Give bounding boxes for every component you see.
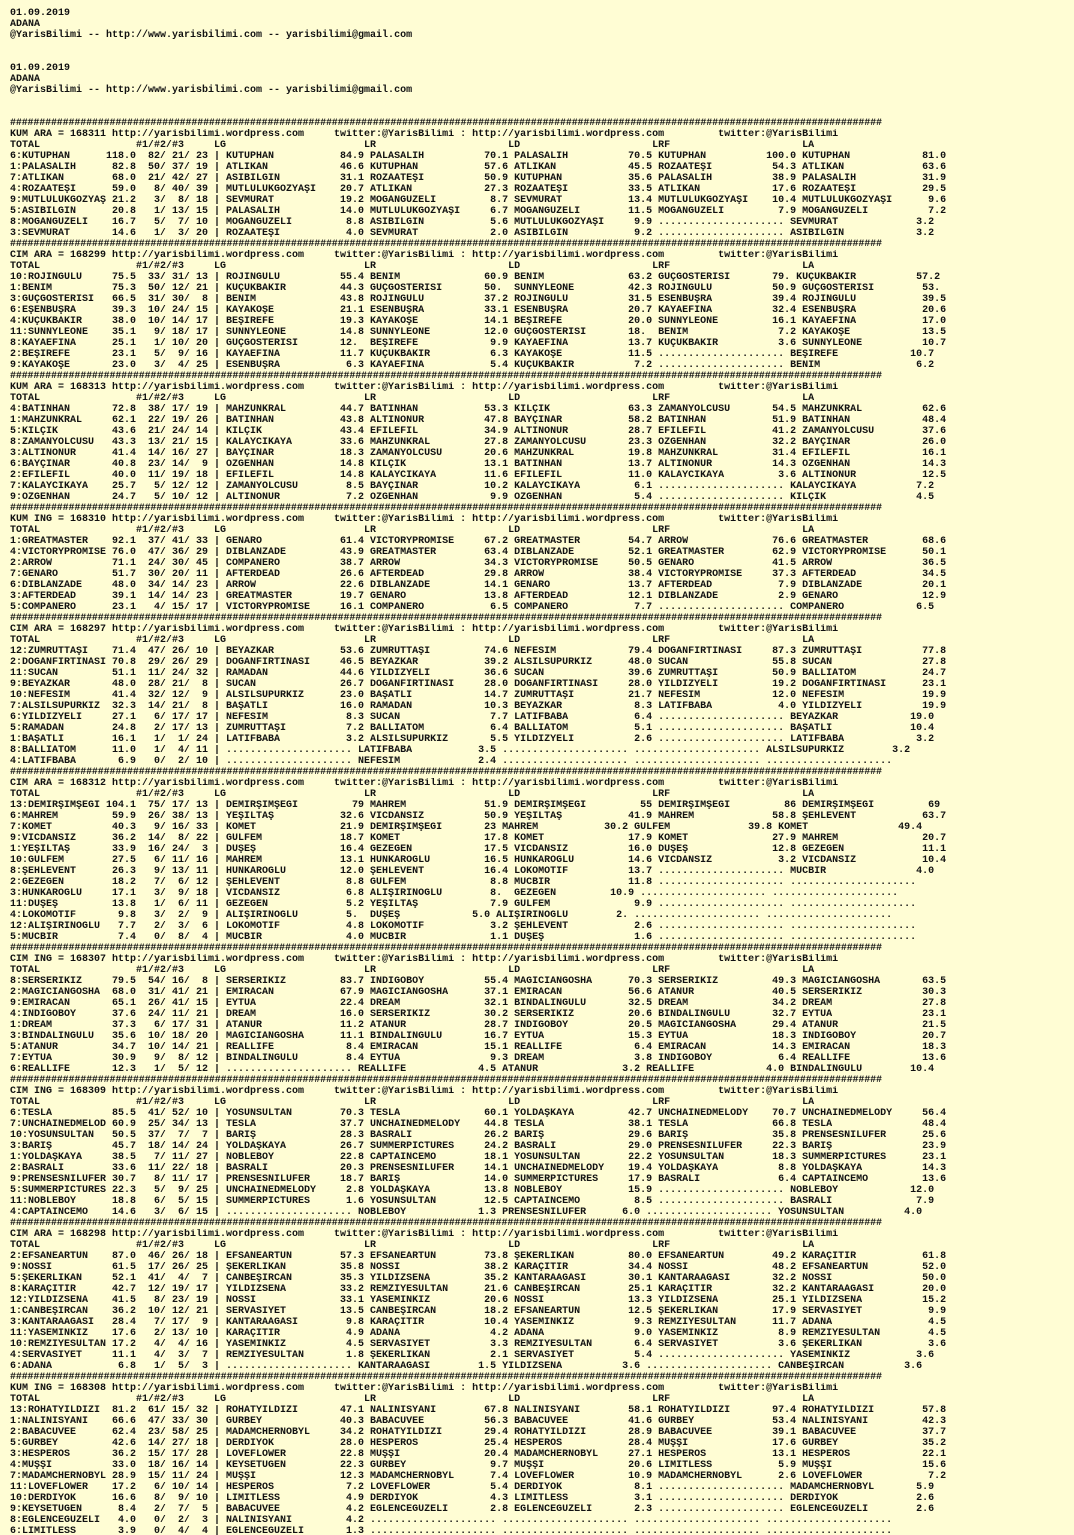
column-header-row: TOTAL #1/#2/#3 LG LR LD LRF LA [10,140,815,151]
result-row: 8:SERSERİKIZ 79.5 54/ 16/ 8 | SERSERİKIZ 83.7 INDIGOBOY 55.4 MAGICIANGOSHA 70.3 SERSERİKIZ 49.3 MAGICIANGOSHA 63.5 [10,976,947,987]
header-contact: @YarisBilimi -- http://www.yarisbilimi.com -- yarisbilimi@gmail.com [10,30,413,41]
result-row: 4:CAPTAINCEMO 14.6 3/ 6/ 15 | ..................... NOBLEBOY 1.3 PRENSESNİLÜFER 6.0 ..................... YOSUNSULTAN 4.0 [10,1207,923,1218]
column-header-row: TOTAL #1/#2/#3 LG LR LD LRF LA [10,1240,815,1251]
race-title-row: KUM ING = 168308 http://yarisbilimi.wordpress.com twitter:@YarisBilimi : http://yarisbilimi.wordpress.com twitter:@YarisBilimi [10,1383,839,1394]
result-row: 9:EMİRACAN 65.1 26/ 41/ 15 | EYTUA 22.4 DREAM 32.1 BİNDALINGÜLÜ 32.5 DREAM 34.2 DREAM 27.8 [10,998,947,1009]
race-title-row: CIM ING = 168307 http://yarisbilimi.wordpress.com twitter:@YarisBilimi : http://yarisbilimi.wordpress.com twitter:@YarisBilimi [10,954,839,965]
separator-line: ##################################################################################################################################################### [10,118,882,129]
result-row: 4:MUŞŞI 33.0 18/ 16/ 14 | KEYSETUGEN 22.3 GURBEY 9.7 MUŞŞI 20.6 LIMITLESS 5.9 MUŞŞI 15.6 [10,1460,947,1471]
column-header-row: TOTAL #1/#2/#3 LG LR LD LRF LA [10,635,815,646]
result-row: 1:CANBEŞİRCAN 36.2 10/ 12/ 21 | SERVASİYET 13.5 CANBEŞİRCAN 18.2 EFSANEARTUN 12.5 ŞEKERLİKAN 17.9 SERVASİYET 9.9 [10,1306,947,1317]
header-block-1 [10,8,1074,41]
result-row: 5:ŞEKERLİKAN 52.1 41/ 4/ 7 | CANBEŞİRCAN 35.3 YILDIZSENA 35.2 KANTARAAGASI 30.1 KANTARAAGASI 32.2 NOSSI 50.0 [10,1273,947,1284]
result-row: 1:BENİM 75.3 50/ 12/ 21 | KUÇUKBAKIR 44.3 GÜÇGÖSTERİSİ 50. SUNNYLEONE 42.3 ROJINGÜLÜ 50.9 GÜÇGÖSTERİSİ 53. [10,283,941,294]
result-row: 1:DREAM 37.3 6/ 17/ 31 | ATANUR 11.2 ATANUR 28.7 INDIGOBOY 20.5 MAGICIANGOSHA 29.4 ATANUR 21.5 [10,1020,947,1031]
result-row: 5:MUCBİR 7.4 0/ 8/ 4 | MUCBİR 4.0 MUCBİR 1.1 DÜŞEŞ 1.6 ..................... ..................... [10,932,917,943]
race-title-row: KUM ING = 168310 http://yarisbilimi.wordpress.com twitter:@YarisBilimi : http://yarisbilimi.wordpress.com twitter:@YarisBilimi [10,514,839,525]
spacer [10,96,1074,107]
separator-line: ##################################################################################################################################################### [10,1075,882,1086]
race-title-row: KUM ARA = 168311 http://yarisbilimi.wordpress.com twitter:@YarisBilimi : http://yarisbilimi.wordpress.com twitter:@YarisBilimi [10,129,839,140]
result-row: 11:DÜŞEŞ 13.8 1/ 6/ 11 | GEZEGEN 5.2 YEŞİLTAŞ 7.9 GÜLFEM 9.9 ..................... ..................... [10,899,917,910]
result-row: 10:ROJINGÜLÜ 75.5 33/ 31/ 13 | ROJINGÜLÜ 55.4 BENİM 60.9 BENİM 63.2 GÜÇGÖSTERİSİ 79. KUÇUKBAKIR 57.2 [10,272,941,283]
result-row: 6:DİBLANZADE 48.0 34/ 14/ 23 | ARROW 22.6 DİBLANZADE 14.1 GENARO 13.7 AFTERDEAD 7.9 DİBLANZADE 20.1 [10,580,947,591]
result-row: 2:ARROW 71.1 24/ 30/ 45 | COMPANERO 38.7 ARROW 34.3 VICTORYPROMISE 50.5 GENARO 41.5 ARROW 36.5 [10,558,947,569]
result-row: 10:DERDİYOK 16.6 8/ 9/ 10 | LIMITLESS 4.9 DERDİYOK 4.3 LIMITLESS 3.1 ..................... DERDİYOK 2.6 [10,1493,935,1504]
header-block-2 [10,63,1074,96]
result-row: 9:KEYSETUGEN 8.4 2/ 7/ 5 | BABACUVEE 4.2 EGLENCEGÜZELİ 2.8 EGLENCEGÜZELİ 2.3 ..................... EGLENCEGÜZELİ 2.6 [10,1504,935,1515]
column-header-row: TOTAL #1/#2/#3 LG LR LD LRF LA [10,965,815,976]
result-row: 2:BASRALI 33.6 11/ 22/ 18 | BASRALI 20.3 PRENSESNİLÜFER 14.1 UNCHAINEDMELODY 19.4 YOLDAŞKAYA 8.8 YOLDAŞKAYA 14.3 [10,1163,947,1174]
result-row: 6:LIMITLESS 3.9 0/ 4/ 4 | EGLENCEGÜZELİ 1.3 ..................... ..................... ..................... ..................... [10,1526,893,1535]
result-row: 4:INDIGOBOY 37.6 24/ 11/ 21 | DREAM 16.0 SERSERİKIZ 30.2 SERSERİKIZ 20.6 BİNDALINGÜLÜ 32.7 EYTUA 23.1 [10,1009,947,1020]
result-row: 5:SUMMERPICTURES 22.3 5/ 9/ 25 | UNCHAINEDMELODY 2.8 YOLDAŞKAYA 13.8 NOBLEBOY 15.9 ..................... NOBLEBOY 12.0 [10,1185,935,1196]
result-row: 3:GÜÇGÖSTERİSİ 66.5 31/ 30/ 8 | BENİM 43.8 ROJINGÜLÜ 37.2 ROJINGÜLÜ 31.5 ESENBUŞRA 39.4 ROJINGÜLÜ 39.5 [10,294,947,305]
result-row: 1:BAŞATLI 16.1 1/ 1/ 24 | LATİFBABA 3.2 ALSILSUPÜRKIZ 5.5 YILDIZYELİ 2.6 ..................... LATİFBABA 3.2 [10,734,935,745]
result-row: 7:EYTUA 30.9 9/ 8/ 12 | BİNDALINGÜLÜ 8.4 EYTUA 9.3 DREAM 3.8 INDIGOBOY 6.4 REALLIFE 13.6 [10,1053,947,1064]
result-row: 11:SUNNYLEONE 35.1 9/ 18/ 17 | SUNNYLEONE 14.8 SUNNYLEONE 12.0 GÜÇGÖSTERİSİ 18. BENİM 7.2 KAYAKÖŞE 13.5 [10,327,947,338]
result-row: 3:HESPEROS 36.2 15/ 17/ 28 | LOVEFLOWER 22.8 MUŞŞI 20.4 MADAMCHERNOBYL 27.1 HESPEROS 13.1 HESPEROS 22.1 [10,1449,947,1460]
column-header-row: TOTAL #1/#2/#3 LG LR LD LRF LA [10,393,815,404]
result-row: 11:NOBLEBOY 18.8 6/ 5/ 15 | SUMMERPICTURES 1.6 YOSUNSULTAN 12.5 CAPTAINCEMO 8.5 ..................... BASRALI 7.9 [10,1196,935,1207]
result-row: 1:PALASALİH 82.8 50/ 37/ 19 | ATLIKAN 46.6 KUTUPHAN 57.6 ATLIKAN 45.5 ROZAATEŞİ 54.3 ATLIKAN 63.6 [10,162,947,173]
race-title-row: CIM ARA = 168312 http://yarisbilimi.wordpress.com twitter:@YarisBilimi : http://yarisbilimi.wordpress.com twitter:@YarisBilimi [10,778,839,789]
result-row: 8:MOGANGÜZELİ 16.7 5/ 7/ 10 | MOGANGÜZELİ 8.8 ASİBİLGİN 5.6 MUTLULUKGÖZYAŞI 9.9 ..................... SEVMURAT 3.2 [10,217,935,228]
result-row: 1:GREATMASTER 92.1 37/ 41/ 33 | GENARO 61.4 VICTORYPROMISE 67.2 GREATMASTER 54.7 ARROW 76.6 GREATMASTER 68.6 [10,536,947,547]
result-row: 7:ALSILSUPÜRKIZ 32.3 14/ 21/ 8 | BAŞATLI 16.0 RAMADAN 10.3 BEYAZKAR 8.3 LATİFBABA 4.0 YILDIZYELİ 19.9 [10,701,947,712]
race-title-row: CIM ARA = 168299 http://yarisbilimi.wordpress.com twitter:@YarisBilimi : http://yarisbilimi.wordpress.com twitter:@YarisBilimi [10,250,839,261]
result-row: 13:DEMİRŞİMŞEĞİ 104.1 75/ 17/ 13 | DEMİRŞİMŞEĞİ 79 MAHREM 51.9 DEMİRŞİMŞEĞİ 55 DEMİRŞİMŞEĞİ 86 DEMİRŞİMŞEĞİ 69 [10,800,941,811]
result-row: 9:NOSSI 61.5 17/ 26/ 25 | ŞEKERLİKAN 35.8 NOSSI 38.2 KARAÇITIR 34.4 NOSSI 48.2 EFSANEARTUN 52.0 [10,1262,947,1273]
race-title-row: CIM ARA = 168298 http://yarisbilimi.wordpress.com twitter:@YarisBilimi : http://yarisbilimi.wordpress.com twitter:@YarisBilimi [10,1229,839,1240]
column-header-row: TOTAL #1/#2/#3 LG LR LD LRF LA [10,1097,815,1108]
result-row: 4:VICTORYPROMISE 76.0 47/ 36/ 29 | DİBLANZADE 43.9 GREATMASTER 63.4 DİBLANZADE 52.1 GREATMASTER 62.9 VICTORYPROMISE 50.1 [10,547,947,558]
result-row: 9:BEYAZKAR 48.0 28/ 21/ 8 | SUCAN 26.7 DOĞANFIRTINASI 28.0 DOĞANFIRTINASI 28.0 YILDIZYELİ 19.2 DOĞANFIRTINASI 23.1 [10,679,947,690]
separator-line: ##################################################################################################################################################### [10,1372,882,1383]
result-row: 4:BATINHAN 72.8 38/ 17/ 19 | MAHZUNKRAL 44.7 BATINHAN 53.3 KILÇIK 63.3 ZAMANYOLCUSU 54.5 MAHZUNKRAL 62.6 [10,404,947,415]
header-date: 01.09.2019 [10,8,71,19]
result-row: 7:KOMET 40.3 9/ 16/ 33 | KOMET 21.9 DEMİRŞİMŞEĞİ 23 MAHREM 30.2 GÜLFEM 39.8 KOMET 49.4 [10,822,923,833]
result-row: 5:ATANUR 34.7 10/ 14/ 21 | REALLIFE 8.4 EMİRACAN 15.1 REALLIFE 6.4 EMİRACAN 14.3 EMİRACAN 18.3 [10,1042,947,1053]
result-row: 10:REMZİYESULTAN 17.2 4/ 4/ 16 | YASEMİNKIZ 4.5 SERVASİYET 3.3 REMZİYESULTAN 6.4 SERVASİYET 3.6 ŞEKERLİKAN 3.6 [10,1339,947,1350]
spacer [10,41,1074,52]
result-row: 9:VİCDANSIZ 36.2 14/ 8/ 22 | GÜLFEM 18.7 KOMET 17.8 KOMET 17.9 KOMET 27.9 MAHREM 20.7 [10,833,947,844]
result-row: 1:YEŞİLTAŞ 33.9 16/ 24/ 3 | DÜŞEŞ 16.4 GEZEGEN 17.5 VİCDANSIZ 16.0 DÜŞEŞ 12.8 GEZEGEN 11.1 [10,844,947,855]
result-row: 4:LATİFBABA 6.9 0/ 2/ 10 | ..................... NEFESİM 2.4 ..................... ..................... ..................... [10,756,893,767]
header-date: 01.09.2019 [10,63,71,74]
result-row: 2:GEZEGEN 18.2 7/ 6/ 12 | ŞEHLEVENT 8.8 GÜLFEM 8.8 MUCBİR 11.8 ..................... ..................... [10,877,917,888]
result-row: 2:EFİLEFİL 40.0 11/ 19/ 18 | EFİLEFİL 14.8 KALAYCIKAYA 11.6 EFİLEFİL 11.0 KALAYCIKAYA 3.6 ALTINONUR 12.5 [10,470,947,481]
result-row: 5:KILÇIK 43.6 21/ 24/ 14 | KILÇIK 43.4 EFİLEFİL 34.9 ALTINONUR 28.7 EFİLEFİL 41.2 ZAMANYOLCUSU 37.6 [10,426,947,437]
header-city: ADANA [10,74,41,85]
result-row: 6:BAYÇINAR 40.8 23/ 14/ 9 | ÖZGENHAN 14.8 KILÇIK 13.1 BATINHAN 13.7 ALTINONUR 14.3 ÖZGENHAN 14.3 [10,459,947,470]
race-title-row: KUM ARA = 168313 http://yarisbilimi.wordpress.com twitter:@YarisBilimi : http://yarisbilimi.wordpress.com twitter:@YarisBilimi [10,382,839,393]
column-header-row: TOTAL #1/#2/#3 LG LR LD LRF LA [10,789,815,800]
result-row: 5:ASİBİLGİN 20.8 1/ 13/ 15 | PALASALİH 14.0 MUTLULUKGÖZYAŞI 6.7 MOGANGÜZELİ 11.5 MOGANGÜZELİ 7.9 MOGANGÜZELİ 7.2 [10,206,947,217]
result-row: 11:YASEMİNKIZ 17.6 2/ 13/ 10 | KARAÇITIR 4.9 ADANA 4.2 ADANA 9.0 YASEMİNKIZ 8.9 REMZİYESULTAN 4.5 [10,1328,947,1339]
result-row: 3:KANTARAAGASI 28.4 7/ 17/ 9 | KANTARAAGASI 9.8 KARAÇITIR 10.4 YASEMİNKIZ 9.3 REMZİYESULTAN 11.7 ADANA 4.5 [10,1317,947,1328]
result-row: 6:KUTUPHAN 118.0 82/ 21/ 23 | KUTUPHAN 84.9 PALASALİH 70.1 PALASALİH 70.5 KUTUPHAN 100.0 KUTUPHAN 81.0 [10,151,947,162]
result-row: 11:LOVEFLOWER 17.2 6/ 10/ 14 | HESPEROS 7.2 LOVEFLOWER 5.4 DERDİYOK 8.1 ..................... MADAMCHERNOBYL 5.9 [10,1482,935,1493]
result-row: 3:BİNDALINGÜLÜ 35.6 10/ 18/ 20 | MAGICIANGOSHA 11.1 BİNDALINGÜLÜ 16.7 EYTUA 15.3 EYTUA 18.3 INDIGOBOY 20.7 [10,1031,947,1042]
result-row: 5:COMPANERO 23.1 4/ 15/ 17 | VICTORYPROMISE 16.1 COMPANERO 6.5 COMPANERO 7.7 ..................... COMPANERO 6.5 [10,602,935,613]
result-row: 3:ALTINONUR 41.4 14/ 16/ 27 | BAYÇINAR 18.3 ZAMANYOLCUSU 20.6 MAHZUNKRAL 19.8 MAHZUNKRAL 31.4 EFİLEFİL 16.1 [10,448,947,459]
result-row: 6:YILDIZYELİ 27.1 6/ 17/ 17 | NEFESİM 8.3 SUCAN 7.7 LATİFBABA 6.4 ..................... BEYAZKAR 19.0 [10,712,935,723]
result-row: 11:SUCAN 51.1 11/ 24/ 32 | RAMADAN 44.6 YILDIZYELİ 36.6 SUCAN 39.6 ZÜMRÜTTAŞI 50.9 BALLIATOM 24.7 [10,668,947,679]
result-row: 4:KUÇUKBAKIR 38.0 10/ 14/ 17 | BEŞİREFE 19.3 KAYAKÖŞE 14.1 BEŞİREFE 20.0 SUNNYLEONE 16.1 KAYAEFİNA 17.0 [10,316,947,327]
result-row: 8:KARAÇITIR 42.7 12/ 19/ 17 | YILDIZSENA 33.2 REMZİYESULTAN 21.6 CANBEŞİRCAN 25.1 KARAÇITIR 32.2 KANTARAAGASI 20.0 [10,1284,947,1295]
result-row: 2:BABACUVEE 62.4 23/ 58/ 25 | MADAMCHERNOBYL 34.2 ROHATYILDIZI 29.4 ROHATYILDIZI 28.9 BABACUVEE 39.1 BABACUVEE 37.7 [10,1427,947,1438]
separator-line: ##################################################################################################################################################### [10,1218,882,1229]
result-row: 8:KAYAEFİNA 25.1 1/ 10/ 20 | GÜÇGÖSTERİSİ 12. BEŞİREFE 9.9 KAYAEFİNA 13.7 KUÇUKBAKIR 3.6 SUNNYLEONE 10.7 [10,338,947,349]
result-row: 3:BARIŞ 45.7 18/ 14/ 24 | YOLDAŞKAYA 26.7 SUMMERPICTURES 24.2 BASRALI 29.0 PRENSESNİLÜFER 22.3 BARIŞ 23.9 [10,1141,947,1152]
separator-line: ##################################################################################################################################################### [10,613,882,624]
race-title-row: CIM ARA = 168297 http://yarisbilimi.wordpress.com twitter:@YarisBilimi : http://yarisbilimi.wordpress.com twitter:@YarisBilimi [10,624,839,635]
result-row: 4:LOKOMOTİF 9.8 3/ 2/ 9 | ALIŞIRINOĞLU 5. DÜŞEŞ 5.0 ALIŞIRINOĞLU 2. ..................... ..................... [10,910,893,921]
column-header-row: TOTAL #1/#2/#3 LG LR LD LRF LA [10,261,815,272]
race-title-row: CIM ING = 168309 http://yarisbilimi.wordpress.com twitter:@YarisBilimi : http://yarisbilimi.wordpress.com twitter:@YarisBilimi [10,1086,839,1097]
result-row: 3:AFTERDEAD 39.1 14/ 14/ 23 | GREATMASTER 19.7 GENARO 13.8 AFTERDEAD 12.1 DİBLANZADE 2.9 GENARO 12.9 [10,591,947,602]
result-row: 8:ZAMANYOLCUSU 43.3 13/ 21/ 15 | KALAYCIKAYA 33.6 MAHZUNKRAL 27.8 ZAMANYOLCUSU 23.3 ÖZGENHAN 32.2 BAYÇINAR 26.0 [10,437,947,448]
result-row: 10:NEFESİM 41.4 32/ 12/ 9 | ALSILSUPÜRKIZ 23.0 BAŞATLI 14.7 ZÜMRÜTTAŞI 21.7 NEFESİM 12.0 NEFESİM 19.9 [10,690,947,701]
result-row: 12:YILDIZSENA 41.5 8/ 23/ 19 | NOSSI 33.1 YASEMİNKIZ 20.6 NOSSI 13.3 YILDIZSENA 25.1 YILDIZSENA 15.2 [10,1295,947,1306]
result-row: 1:NALINİSYANI 66.6 47/ 33/ 30 | GURBEY 40.3 BABACUVEE 56.3 BABACUVEE 41.6 GURBEY 53.4 NALINİSYANI 42.3 [10,1416,947,1427]
result-row: 5:RAMADAN 24.8 2/ 17/ 13 | ZÜMRÜTTAŞI 7.2 BALLIATOM 6.4 BALLIATOM 5.1 ..................... BAŞATLI 10.4 [10,723,935,734]
separator-line: ##################################################################################################################################################### [10,503,882,514]
result-row: 2:DOĞANFIRTINASI 70.8 29/ 26/ 29 | DOĞANFIRTINASI 46.5 BEYAZKAR 39.2 ALSILSUPÜRKIZ 48.0 SUCAN 55.8 SUCAN 27.8 [10,657,947,668]
result-row: 13:ROHATYILDIZI 81.2 61/ 15/ 32 | ROHATYILDIZI 47.1 NALINİSYANI 67.8 NALINİSYANI 58.1 ROHATYILDIZI 97.4 ROHATYILDIZI 57.8 [10,1405,947,1416]
result-row: 1:MAHZUNKRAL 62.1 22/ 19/ 26 | BATINHAN 43.8 ALTINONUR 47.8 BAYÇINAR 58.2 BATINHAN 51.9 BATINHAN 48.4 [10,415,947,426]
result-row: 12:ZÜMRÜTTAŞI 71.4 47/ 26/ 10 | BEYAZKAR 53.6 ZÜMRÜTTAŞI 74.6 NEFESİM 79.4 DOĞANFIRTINASI 87.3 ZÜMRÜTTAŞI 77.8 [10,646,947,657]
result-row: 4:SERVASİYET 11.1 4/ 3/ 7 | REMZİYESULTAN 1.8 ŞEKERLİKAN 2.1 SERVASİYET 5.4 ..................... YASEMİNKIZ 3.6 [10,1350,935,1361]
result-row: 9:KAYAKÖŞE 23.0 3/ 4/ 25 | ESENBUŞRA 6.3 KAYAEFİNA 5.4 KUÇUKBAKIR 7.2 ..................... BENİM 6.2 [10,360,935,371]
result-row: 2:EFSANEARTUN 87.0 46/ 26/ 18 | EFSANEARTUN 57.3 EFSANEARTUN 73.8 ŞEKERLİKAN 80.0 EFSANEARTUN 49.2 KARAÇITIR 61.8 [10,1251,947,1262]
result-row: 3:SEVMURAT 14.6 1/ 3/ 20 | ROZAATEŞİ 4.0 SEVMURAT 2.0 ASİBİLGİN 9.2 ..................... ASİBİLGİN 3.2 [10,228,935,239]
result-row: 6:REALLIFE 12.3 1/ 5/ 12 | ..................... REALLIFE 4.5 ATANUR 3.2 REALLIFE 4.0 BİNDALINGÜLÜ 10.4 [10,1064,935,1075]
result-row: 5:GURBEY 42.6 14/ 27/ 18 | DERDİYOK 28.0 HESPEROS 25.4 HESPEROS 28.4 MUŞŞI 17.6 GURBEY 35.2 [10,1438,947,1449]
result-row: 12:ALIŞIRINOĞLU 7.7 2/ 3/ 6 | LOKOMOTİF 4.8 LOKOMOTİF 3.2 ŞEHLEVENT 2.6 ..................... ..................... [10,921,917,932]
result-row: 7:ATLIKAN 68.0 21/ 42/ 27 | ASİBİLGİN 31.1 ROZAATEŞİ 50.9 KUTUPHAN 35.6 PALASALİH 38.9 PALASALİH 31.9 [10,173,947,184]
result-row: 4:ROZAATEŞİ 59.0 8/ 40/ 39 | MUTLULUKGÖZYAŞI 20.7 ATLIKAN 27.3 ROZAATEŞİ 33.5 ATLIKAN 17.6 ROZAATEŞİ 29.5 [10,184,947,195]
result-row: 9:PRENSESNİLÜFER 30.7 8/ 11/ 17 | PRENSESNİLÜFER 18.7 BARIŞ 14.0 SUMMERPICTURES 17.9 BASRALI 6.4 CAPTAINCEMO 13.6 [10,1174,947,1185]
result-row: 10:GÜLFEM 27.5 6/ 11/ 16 | MAHREM 13.1 HUNKAROĞLU 16.5 HUNKAROĞLU 14.6 VİCDANSIZ 3.2 VİCDANSIZ 10.4 [10,855,947,866]
header-contact: @YarisBilimi -- http://www.yarisbilimi.com -- yarisbilimi@gmail.com [10,85,413,96]
result-row: 7:GENARO 51.7 30/ 20/ 11 | AFTERDEAD 26.6 AFTERDEAD 29.8 ARROW 38.4 VICTORYPROMISE 37.3 AFTERDEAD 34.5 [10,569,947,580]
spacer [10,52,1074,63]
result-row: 8:BALLIATOM 11.0 1/ 4/ 11 | ..................... LATİFBABA 3.5 ..................... ..................... ALSILSUPÜRKIZ 3.2 [10,745,911,756]
separator-line: ##################################################################################################################################################### [10,943,882,954]
result-row: 3:HUNKAROĞLU 17.1 3/ 9/ 18 | VİCDANSIZ 6.8 ALIŞIRINOĞLU 8. GEZEGEN 10.9 ..................... ..................... [10,888,899,899]
result-row: 6:ADANA 6.8 1/ 5/ 3 | ..................... KANTARAAGASI 1.5 YILDIZSENA 3.6 ..................... CANBEŞİRCAN 3.6 [10,1361,923,1372]
result-row: 6:EŞENBUŞRA 39.3 10/ 24/ 15 | KAYAKÖŞE 21.1 ESENBUŞRA 33.1 ESENBUŞRA 20.7 KAYAEFİNA 32.4 ESENBUŞRA 20.6 [10,305,947,316]
result-row: 1:YOLDAŞKAYA 38.5 7/ 11/ 27 | NOBLEBOY 22.8 CAPTAINCEMO 18.1 YOSUNSULTAN 22.2 YOSUNSULTAN 18.3 SUMMERPICTURES 23.1 [10,1152,947,1163]
spacer [10,107,1074,118]
result-row: 9:ÖZGENHAN 24.7 5/ 10/ 12 | ALTINONUR 7.2 ÖZGENHAN 9.9 ÖZGENHAN 5.4 ..................... KILÇIK 4.5 [10,492,935,503]
result-row: 7:UNCHAINEDMELOD 60.9 25/ 34/ 13 | TESLA 37.7 UNCHAINEDMELODY 44.8 TESLA 38.1 TESLA 66.8 TESLA 48.4 [10,1119,947,1130]
result-row: 9:MUTLULUKGÖZYAŞ 21.2 3/ 8/ 18 | SEVMURAT 19.2 MOGANGÜZELİ 8.7 SEVMURAT 13.4 MUTLULUKGÖZYAŞI 10.4 MUTLULUKGÖZYAŞI 9.6 [10,195,947,206]
column-header-row: TOTAL #1/#2/#3 LG LR LD LRF LA [10,1394,815,1405]
header-city: ADANA [10,19,41,30]
column-header-row: TOTAL #1/#2/#3 LG LR LD LRF LA [10,525,815,536]
separator-line: ##################################################################################################################################################### [10,371,882,382]
separator-line: ##################################################################################################################################################### [10,239,882,250]
separator-line: ##################################################################################################################################################### [10,767,882,778]
result-row: 6:TESLA 85.5 41/ 52/ 10 | YOSUNSULTAN 70.3 TESLA 60.1 YOLDAŞKAYA 42.7 UNCHAINEDMELODY 70.7 UNCHAINEDMELODY 56.4 [10,1108,947,1119]
result-row: 6:MAHREM 59.9 26/ 38/ 13 | YEŞİLTAŞ 32.6 VİCDANSIZ 50.9 YEŞİLTAŞ 41.9 MAHREM 58.8 ŞEHLEVENT 63.7 [10,811,947,822]
result-row: 2:MAGICIANGOSHA 68.0 31/ 41/ 21 | EMİRACAN 67.9 MAGICIANGOSHA 37.1 EMİRACAN 56.6 ATANUR 40.5 SERSERİKIZ 30.3 [10,987,947,998]
result-row: 2:BEŞİREFE 23.1 5/ 9/ 16 | KAYAEFİNA 11.7 KUÇUKBAKIR 6.3 KAYAKÖŞE 11.5 ..................... BEŞİREFE 10.7 [10,349,935,360]
result-row: 10:YOSUNSULTAN 50.5 37/ 7/ 7 | BARIŞ 28.3 BASRALI 26.2 BARIŞ 29.6 BARIŞ 35.8 PRENSESNİLÜFER 25.6 [10,1130,947,1141]
result-row: 7:KALAYCIKAYA 25.7 5/ 12/ 12 | ZAMANYOLCUSU 8.5 BAYÇINAR 10.2 KALAYCIKAYA 6.1 ..................... KALAYCIKAYA 7.2 [10,481,935,492]
result-row: 8:ŞEHLEVENT 26.3 9/ 13/ 11 | HUNKAROĞLU 12.0 ŞEHLEVENT 16.4 LOKOMOTİF 13.7 ..................... MUCBİR 4.0 [10,866,935,877]
race-report [10,118,1074,1535]
result-row: 8:EGLENCEGÜZELİ 4.0 0/ 2/ 3 | NALINİSYANI 4.2 ..................... ..................... ..................... ..................... [10,1515,893,1526]
result-row: 7:MADAMCHERNOBYL 28.9 15/ 11/ 24 | MUŞŞI 12.3 MADAMCHERNOBYL 7.4 LOVEFLOWER 10.9 MADAMCHERNOBYL 2.6 LOVEFLOWER 7.2 [10,1471,947,1482]
